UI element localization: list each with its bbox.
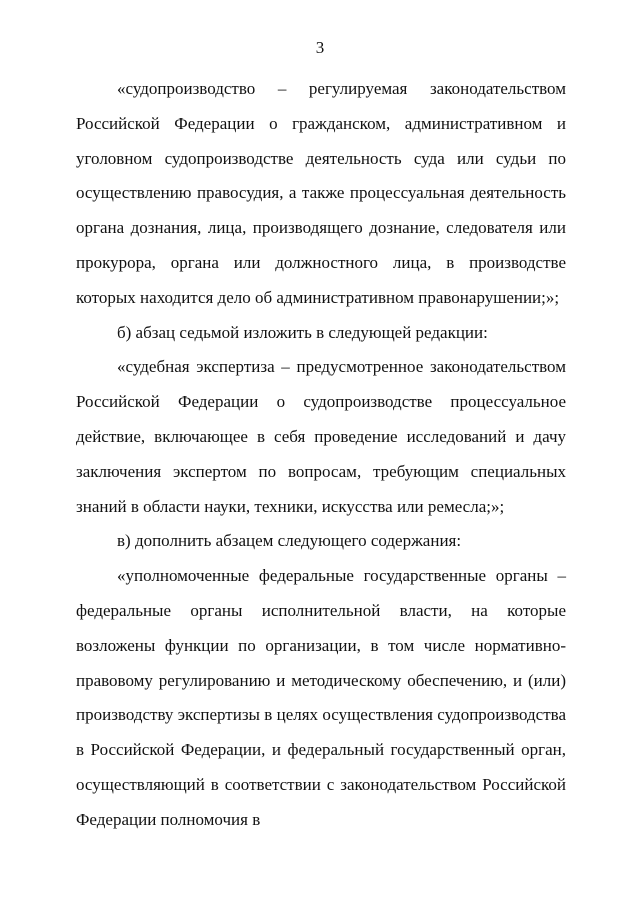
page-number: 3	[315, 38, 325, 57]
document-body	[76, 72, 566, 838]
paragraph-definition-forensic-examination: «судебная экспертиза – предусмотренное законодательством Российской Федерации о судопроизводстве процессуальное действие, включающее в себя проведение исследований и дачу заключения экспертом по вопросам, требующим специальных знаний в области науки, техники, искусства или ремесла;»;	[76, 357, 566, 516]
paragraph-amendment-b: б) абзац седьмой изложить в следующей редакции:	[117, 322, 488, 342]
paragraph-amendment-v: в) дополнить абзацем следующего содержания:	[117, 531, 462, 551]
paragraph-definition-authorized-bodies: «уполномоченные федеральные государственные органы – федеральные органы исполнительной власти, на которые возложены функции по организации, в том числе нормативно-правовому регулированию и методическому обеспечению, и (или) производству экспертизы в целях осуществления судопроизводства в Российской Федерации, и федеральный государственный орган, осуществляющий в соответствии с законодательством Российской Федерации полномочия в	[76, 566, 566, 829]
paragraph-definition-judicial-proceedings: «судопроизводство – регулируемая законодательством Российской Федерации о гражданском, административном и уголовном судопроизводстве деятельность суда или судьи по осуществлению правосудия, а также процессуальная деятельность органа дознания, лица, производящего дознание, следователя или прокурора, органа или должностного лица, в производстве которых находится дело об административном правонарушении;»;	[76, 79, 566, 307]
